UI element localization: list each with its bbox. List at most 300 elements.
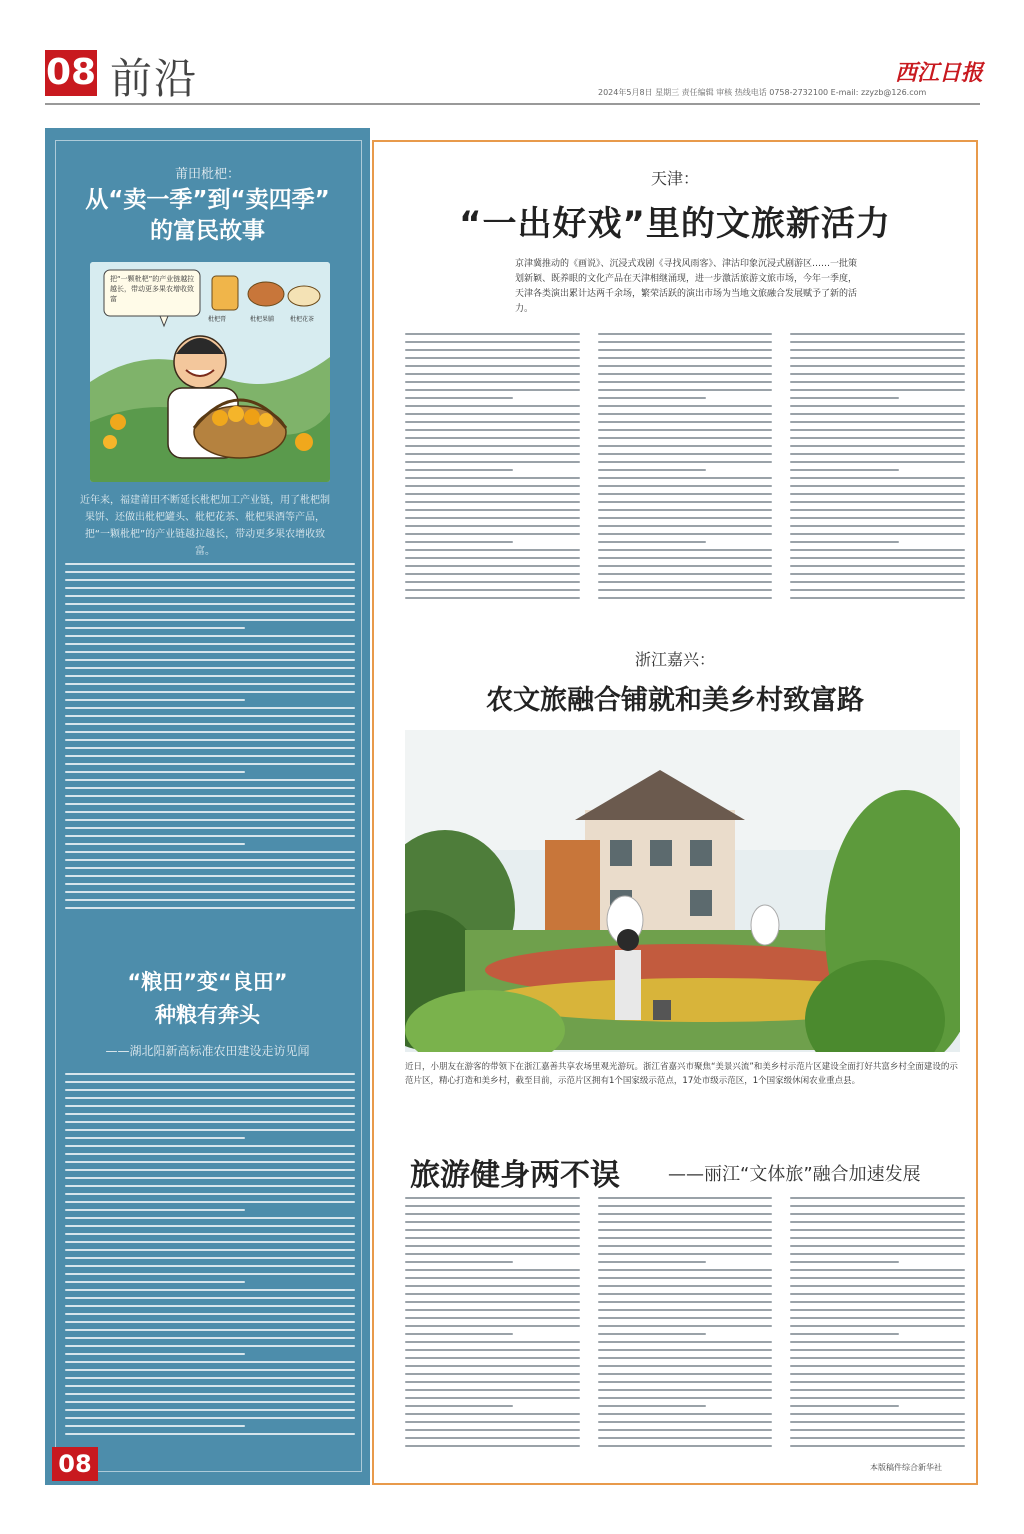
text-line: [790, 533, 965, 535]
text-line: [405, 485, 580, 487]
text-line: [65, 1393, 355, 1395]
left-headline-line1: 从“卖一季”到“卖四季”: [85, 187, 330, 213]
text-line: [65, 1249, 355, 1251]
text-line: [598, 1277, 773, 1279]
text-line: [598, 1301, 773, 1303]
text-line: [405, 437, 580, 439]
left-subheadline-line2: 种粮有奔头: [155, 1003, 260, 1027]
text-line: [405, 341, 580, 343]
text-line: [790, 1269, 965, 1271]
text-line: [65, 1369, 355, 1371]
text-line: [790, 1317, 965, 1319]
text-line: [65, 603, 355, 605]
text-line: [65, 891, 355, 893]
text-line: [790, 589, 965, 591]
text-line: [65, 1321, 355, 1323]
text-line: [405, 533, 580, 535]
text-column: [598, 1197, 773, 1459]
text-line: [65, 1433, 355, 1435]
text-line: [405, 477, 580, 479]
text-line: [598, 565, 773, 567]
text-line: [790, 469, 898, 471]
text-line: [65, 1425, 245, 1427]
text-line: [65, 859, 355, 861]
text-line: [65, 1377, 355, 1379]
text-line: [598, 493, 773, 495]
text-line: [65, 1073, 355, 1075]
text-line: [598, 501, 773, 503]
masthead-info: 2024年5月8日 星期三 责任编辑 审核 热线电话 0758-2732100 E-mail: zzyzb@126.com: [598, 88, 927, 97]
text-line: [65, 1169, 355, 1171]
text-line: [65, 851, 355, 853]
text-line: [405, 1421, 580, 1423]
text-line: [65, 571, 355, 573]
text-line: [598, 1429, 773, 1431]
text-line: [65, 667, 355, 669]
text-line: [598, 1389, 773, 1391]
text-line: [405, 1269, 580, 1271]
text-line: [790, 1405, 898, 1407]
text-line: [598, 341, 773, 343]
text-line: [65, 715, 355, 717]
text-line: [598, 429, 773, 431]
text-line: [65, 843, 245, 845]
text-column: [790, 1197, 965, 1459]
text-line: [405, 541, 513, 543]
text-column: [405, 1197, 580, 1459]
text-line: [598, 597, 773, 599]
text-line: [65, 747, 355, 749]
product-label-3: 枇杷花茶: [290, 316, 315, 323]
text-line: [790, 1213, 965, 1215]
village-photo: [405, 730, 960, 1052]
text-line: [598, 1261, 706, 1263]
text-line: [405, 389, 580, 391]
text-line: [65, 1409, 355, 1411]
text-line: [65, 611, 355, 613]
text-line: [790, 1205, 965, 1207]
text-line: [405, 357, 580, 359]
text-line: [598, 1357, 773, 1359]
text-line: [598, 1325, 773, 1327]
text-line: [65, 1385, 355, 1387]
text-line: [598, 437, 773, 439]
text-line: [405, 453, 580, 455]
text-line: [65, 835, 355, 837]
text-line: [790, 517, 965, 519]
text-line: [790, 429, 965, 431]
text-line: [65, 787, 355, 789]
text-line: [405, 1381, 580, 1383]
newspaper-logo: 西江日报: [895, 60, 984, 86]
left-article-body: [65, 563, 355, 923]
text-line: [65, 1193, 355, 1195]
text-line: [598, 1373, 773, 1375]
text-line: [405, 1293, 580, 1295]
page-number: 08: [45, 50, 97, 96]
text-line: [405, 1365, 580, 1367]
text-column: [790, 333, 965, 608]
text-line: [405, 1405, 513, 1407]
text-line: [405, 1245, 580, 1247]
text-line: [405, 365, 580, 367]
text-line: [405, 589, 580, 591]
text-line: [790, 597, 965, 599]
text-line: [598, 1365, 773, 1367]
text-line: [598, 1213, 773, 1215]
text-line: [405, 1349, 580, 1351]
text-line: [65, 867, 355, 869]
text-line: [790, 373, 965, 375]
text-line: [65, 1257, 355, 1259]
text-line: [790, 573, 965, 575]
text-line: [405, 429, 580, 431]
text-line: [405, 445, 580, 447]
text-line: [405, 1389, 580, 1391]
text-line: [405, 1301, 580, 1303]
left-kicker: 莆田枇杷：: [174, 167, 240, 182]
product-label-2: 枇杷果脯: [250, 316, 275, 323]
page-credit: 本版稿件综合新华社: [870, 1463, 942, 1472]
text-line: [405, 461, 580, 463]
text-line: [65, 1113, 355, 1115]
text-line: [790, 1245, 965, 1247]
text-line: [65, 1281, 245, 1283]
text-line: [65, 1417, 355, 1419]
text-line: [790, 1429, 965, 1431]
text-line: [790, 413, 965, 415]
text-line: [598, 1349, 773, 1351]
text-line: [405, 493, 580, 495]
text-line: [65, 1121, 355, 1123]
text-line: [598, 1317, 773, 1319]
text-line: [598, 525, 773, 527]
loquat-farmer-cartoon: [90, 262, 330, 482]
text-line: [405, 1437, 580, 1439]
text-line: [598, 1381, 773, 1383]
text-line: [598, 389, 773, 391]
story3-subheadline: ——丽江“文体旅”融合加速发展: [668, 1164, 921, 1185]
text-line: [405, 405, 580, 407]
text-line: [598, 1341, 773, 1343]
text-line: [65, 739, 355, 741]
text-line: [405, 381, 580, 383]
text-line: [790, 1349, 965, 1351]
text-line: [790, 1229, 965, 1231]
text-line: [65, 811, 355, 813]
text-line: [598, 365, 773, 367]
left-subheadline-line1: “粮田”变“良田”: [127, 970, 288, 994]
text-line: [598, 1333, 706, 1335]
text-line: [598, 509, 773, 511]
story1-kicker: 天津：: [650, 169, 699, 188]
section-title: 前沿: [110, 54, 199, 103]
text-line: [790, 581, 965, 583]
text-line: [790, 1301, 965, 1303]
text-line: [405, 517, 580, 519]
left-subheadline-kicker: ——湖北阳新高标准农田建设走访见闻: [105, 1044, 310, 1058]
text-line: [790, 565, 965, 567]
header-rule: [45, 103, 980, 105]
text-line: [65, 1345, 355, 1347]
text-line: [65, 1105, 355, 1107]
text-line: [65, 683, 355, 685]
text-line: [65, 1217, 355, 1219]
text-line: [405, 581, 580, 583]
text-line: [598, 1421, 773, 1423]
text-line: [790, 357, 965, 359]
text-line: [790, 1341, 965, 1343]
text-line: [790, 1325, 965, 1327]
text-line: [598, 581, 773, 583]
text-line: [405, 509, 580, 511]
text-line: [65, 755, 355, 757]
text-line: [65, 1129, 355, 1131]
text-line: [790, 557, 965, 559]
text-line: [598, 477, 773, 479]
text-line: [65, 1145, 355, 1147]
text-line: [790, 1365, 965, 1367]
text-line: [405, 1317, 580, 1319]
text-line: [790, 1333, 898, 1335]
text-line: [65, 723, 355, 725]
text-line: [65, 779, 355, 781]
text-line: [65, 771, 245, 773]
text-line: [65, 875, 355, 877]
text-line: [405, 1237, 580, 1239]
text-line: [790, 453, 965, 455]
text-line: [598, 1293, 773, 1295]
text-line: [65, 699, 245, 701]
text-line: [790, 477, 965, 479]
text-line: [65, 899, 355, 901]
text-line: [790, 1397, 965, 1399]
left-article-body-2: [65, 1073, 355, 1453]
text-line: [65, 595, 355, 597]
story2-headline: 农文旅融合铺就和美乡村致富路: [486, 685, 864, 716]
text-line: [65, 1313, 355, 1315]
text-line: [65, 707, 355, 709]
text-line: [65, 643, 355, 645]
text-line: [65, 907, 355, 909]
text-line: [405, 565, 580, 567]
text-line: [790, 445, 965, 447]
text-line: [405, 413, 580, 415]
text-line: [598, 517, 773, 519]
text-line: [405, 525, 580, 527]
text-line: [598, 1221, 773, 1223]
text-line: [790, 1413, 965, 1415]
text-line: [790, 1445, 965, 1447]
story1-body: [405, 333, 965, 608]
text-line: [405, 1197, 580, 1199]
text-column: [405, 333, 580, 608]
text-line: [790, 1293, 965, 1295]
text-line: [598, 461, 773, 463]
text-line: [65, 659, 355, 661]
text-line: [65, 1081, 355, 1083]
text-line: [598, 1253, 773, 1255]
text-line: [790, 1197, 965, 1199]
text-line: [65, 1097, 355, 1099]
text-line: [790, 1261, 898, 1263]
cartoon-caption: 近年来，福建莆田不断延长枇杷加工产业链，用了枇杷制果饼、还做出枇杷罐头、枇杷花茶、枇杷果酒等产品，把“一颗枇杷”的产业链越拉越长，带动更多果农增收致富。: [80, 495, 330, 557]
text-line: [65, 1337, 355, 1339]
text-line: [65, 763, 355, 765]
left-subheadline: [55, 966, 360, 1032]
text-line: [598, 445, 773, 447]
text-line: [405, 1309, 580, 1311]
text-line: [598, 541, 706, 543]
text-line: [790, 1373, 965, 1375]
story1-headline: “一出好戏”里的文旅新活力: [459, 204, 891, 244]
text-line: [65, 1137, 245, 1139]
left-headline: [55, 185, 360, 247]
text-line: [405, 373, 580, 375]
text-line: [65, 675, 355, 677]
text-line: [65, 827, 355, 829]
text-line: [598, 349, 773, 351]
text-line: [790, 1421, 965, 1423]
text-line: [405, 1373, 580, 1375]
text-line: [598, 1237, 773, 1239]
story3-body: [405, 1197, 965, 1459]
text-line: [405, 1325, 580, 1327]
text-line: [65, 1305, 355, 1307]
text-line: [65, 691, 355, 693]
text-line: [598, 1309, 773, 1311]
text-line: [790, 365, 965, 367]
text-line: [598, 1285, 773, 1287]
text-line: [405, 1429, 580, 1431]
text-line: [598, 1229, 773, 1231]
text-line: [65, 1361, 355, 1363]
text-line: [405, 397, 513, 399]
text-line: [598, 381, 773, 383]
text-line: [790, 397, 898, 399]
text-line: [65, 1233, 355, 1235]
text-line: [790, 405, 965, 407]
text-line: [790, 1437, 965, 1439]
left-headline-line2: 的富民故事: [150, 218, 265, 244]
text-line: [405, 1205, 580, 1207]
text-line: [405, 1213, 580, 1215]
text-line: [598, 357, 773, 359]
text-line: [65, 1209, 245, 1211]
text-line: [790, 1253, 965, 1255]
text-line: [598, 1437, 773, 1439]
story1-lede: 京津冀推动的《画说》、沉浸式戏剧《寻找风雨客》、津沽印象沉浸式剧游区……一批策划新颖、既养眼的文化产品在天津相继涌现，进一步激活旅游文旅市场，今年一季度，天津各类演出累计达两千余场，繁荣活跃的演出市场为当地文旅融合发展赋予了新的活力。: [515, 259, 858, 314]
text-line: [598, 549, 773, 551]
text-column: [598, 333, 773, 608]
text-line: [65, 619, 355, 621]
text-line: [790, 1309, 965, 1311]
text-line: [598, 1245, 773, 1247]
text-line: [790, 437, 965, 439]
text-line: [598, 373, 773, 375]
text-line: [598, 333, 773, 335]
text-line: [790, 1221, 965, 1223]
text-line: [598, 469, 706, 471]
village-photo-image: [405, 730, 960, 1052]
text-line: [598, 1197, 773, 1199]
text-line: [790, 549, 965, 551]
text-line: [405, 1253, 580, 1255]
text-line: [790, 1277, 965, 1279]
text-line: [598, 397, 706, 399]
text-line: [405, 1445, 580, 1447]
text-line: [598, 453, 773, 455]
text-line: [790, 1237, 965, 1239]
text-line: [790, 525, 965, 527]
text-line: [65, 883, 355, 885]
text-line: [790, 381, 965, 383]
bottom-page-number: 08: [52, 1447, 98, 1481]
text-line: [598, 405, 773, 407]
text-line: [65, 1289, 355, 1291]
text-line: [65, 587, 355, 589]
text-line: [405, 1221, 580, 1223]
text-line: [405, 421, 580, 423]
text-line: [598, 589, 773, 591]
text-line: [65, 1241, 355, 1243]
text-line: [598, 1445, 773, 1447]
text-line: [598, 413, 773, 415]
story3-headline: 旅游健身两不误: [410, 1158, 620, 1193]
text-line: [790, 485, 965, 487]
text-line: [405, 557, 580, 559]
text-line: [790, 421, 965, 423]
text-line: [790, 349, 965, 351]
text-line: [405, 1261, 513, 1263]
text-line: [790, 1357, 965, 1359]
text-line: [405, 469, 513, 471]
text-line: [790, 333, 965, 335]
text-line: [405, 1397, 580, 1399]
text-line: [405, 1333, 513, 1335]
text-line: [65, 1161, 355, 1163]
text-line: [65, 579, 355, 581]
text-line: [405, 1277, 580, 1279]
text-line: [598, 533, 773, 535]
text-line: [790, 341, 965, 343]
text-line: [65, 1153, 355, 1155]
text-line: [790, 541, 898, 543]
text-line: [598, 1397, 773, 1399]
text-line: [598, 1205, 773, 1207]
text-line: [405, 1341, 580, 1343]
text-line: [65, 1201, 355, 1203]
text-line: [65, 1225, 355, 1227]
text-line: [598, 485, 773, 487]
text-line: [598, 421, 773, 423]
text-line: [65, 1265, 355, 1267]
text-line: [405, 1285, 580, 1287]
text-line: [405, 597, 580, 599]
text-line: [598, 1413, 773, 1415]
text-line: [405, 1229, 580, 1231]
text-line: [790, 389, 965, 391]
text-line: [790, 1389, 965, 1391]
text-line: [65, 1297, 355, 1299]
text-line: [65, 651, 355, 653]
text-line: [790, 461, 965, 463]
photo-caption: 近日，小朋友在游客的带领下在浙江嘉善共享农场里观光游玩。浙江省嘉兴市聚焦“美景兴流”和美乡村示范片区建设全面打好共富乡村全面建设的示范片区，精心打造和美乡村，截至目前，示范片区拥有1个国家级示范点，17处市级示范区，1个国家级休闲农业重点县。: [405, 1062, 958, 1086]
text-line: [405, 1413, 580, 1415]
text-line: [790, 1285, 965, 1287]
text-line: [65, 819, 355, 821]
text-line: [65, 1273, 355, 1275]
